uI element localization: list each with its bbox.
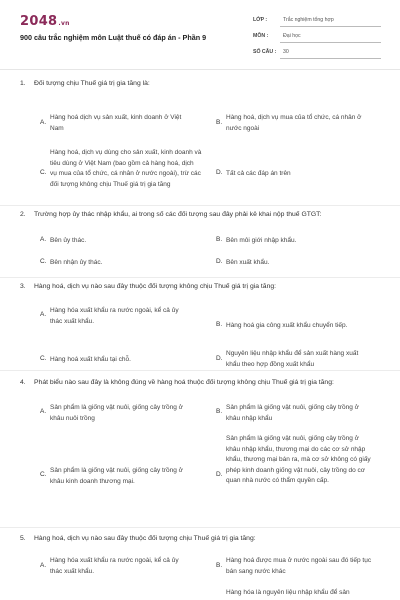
question-stem [20,282,380,292]
option-text: Bên nhận ủy thác. [50,259,103,266]
option-text: Hàng hoá dịch vụ sản xuất, kinh doanh ở Việt Nam [50,114,182,132]
question-text: Hàng hoá, dịch vụ nào sau đây thuộc đối tượng không chịu Thuế giá trị gia tăng: [34,283,277,290]
option-text: Hàng hoá, dịch vụ mua của tổ chức, cá nhân ở nước ngoài [226,114,362,132]
option-letter: A. [40,236,47,243]
question-1 [20,79,380,199]
option-letter: A. [40,408,47,415]
question-text: Đối tượng chịu Thuế giá trị gia tăng là: [34,80,150,87]
option-text: Hàng hóa là nguyên liệu nhập khẩu để sản [226,589,350,596]
option-letter: C. [40,355,47,362]
option-text: Nguyên liệu nhập khẩu để sản xuất hàng xuất khẩu theo hợp đồng xuất khẩu [226,350,359,368]
option-letter: C. [40,169,47,176]
option-letter: D. [216,355,223,362]
option-letter: D. [216,258,223,265]
option-text: Hàng hóa xuất khẩu ra nước ngoài, kể cả ủy thác xuất khẩu. [50,307,179,325]
option-letter: A. [40,119,47,126]
options-list [40,388,380,518]
meta-value: Đại học [280,33,381,43]
option-letter: B. [216,408,223,415]
meta-row-subject [253,31,381,45]
option-text: Sản phẩm là giống vật nuôi, giống cây trồng ở khâu nuôi trồng [50,404,183,422]
option-text: Tất cả các đáp án trên [226,170,291,177]
option-text: Bên ủy thác. [50,237,87,244]
option-letter: D. [216,169,223,176]
question-2 [20,210,380,280]
question-number: 1. [20,80,26,87]
option-text: Hàng hóa xuất khẩu ra nước ngoài, kể cả ủy thác xuất khẩu. [50,557,179,575]
option-text: Hàng hoá gia công xuất khẩu chuyển tiếp. [226,322,348,329]
option-letter: B. [216,562,223,569]
option-letter: B. [216,321,223,328]
question-5 [20,534,380,600]
meta-info-box [253,15,381,63]
question-text: Hàng hoá, dịch vụ nào sau đây thuộc đối tượng chịu Thuế giá trị gia tăng: [34,535,256,542]
question-stem [20,79,380,89]
logo-suffix: .vn [58,20,70,27]
option-letter: C. [40,471,47,478]
question-4 [20,378,380,518]
site-logo[interactable] [20,14,70,29]
options-list [40,220,380,280]
meta-label: LỚP : [253,17,268,23]
question-number: 4. [20,379,26,386]
question-number: 5. [20,535,26,542]
option-text: Sản phẩm là giống vật nuôi, giống cây trồng ở khâu nhập khẩu [226,404,359,422]
question-divider [0,277,400,278]
question-divider [0,527,400,528]
question-divider [0,205,400,206]
option-text: Hàng hoá xuất khẩu tại chỗ. [50,356,131,363]
meta-label: MÔN : [253,33,269,39]
option-text: Sản phẩm là giống vật nuôi, giống cây trồng ở khâu nhập khẩu, thương mại do các cơ sở nhập khẩu, thương mại bán ra, mà cơ sở không có giấy phép kinh doanh giống vật nuôi, cây trồng do cơ quan nhà nước có thẩm quyền cấp. [226,435,371,484]
option-text: Sản phẩm là giống vật nuôi, giống cây trồng ở khâu kinh doanh thương mại. [50,467,183,485]
document-title: 900 câu trắc nghiệm môn Luật thuế có đáp án - Phần 9 [20,33,207,42]
question-stem [20,534,380,544]
option-text: Hàng hoá, dịch vụ dùng cho sản xuất, kinh doanh và tiêu dùng ở Việt Nam (bao gồm cả hàng hoá, dịch vụ mua của tổ chức, cá nhân ở nước ngoài), trừ các đối tượng không chịu Thuế giá trị gia tăng [50,149,202,188]
option-letter: D. [216,471,223,478]
question-number: 2. [20,211,26,218]
question-3 [20,282,380,372]
options-list [40,89,380,199]
option-text: Hàng hoá được mua ở nước ngoài sau đó tiếp tục bán sang nước khác [226,557,372,575]
question-stem [20,378,350,388]
option-letter: A. [40,311,47,318]
meta-value: 30 [280,49,381,59]
option-letter: B. [216,236,223,243]
question-divider [0,370,400,371]
meta-row-class [253,15,381,29]
question-number: 3. [20,283,26,290]
option-text: Bên xuất khẩu. [226,259,270,266]
option-letter: C. [40,258,47,265]
meta-value: Trắc nghiệm tổng hợp [280,17,381,27]
meta-row-count [253,47,381,61]
document-header [0,0,400,70]
option-text: Bên môi giới nhập khẩu. [226,237,297,244]
question-text: Trường hợp ủy thác nhập khẩu, ai trong số các đối tượng sau đây phải kê khai nộp thuế GTGT: [34,211,322,218]
question-text: Phát biểu nào sau đây là không đúng về hàng hoá thuộc đối tượng không chịu Thuế giá trị gia tăng: [34,379,334,386]
option-letter: B. [216,119,223,126]
logo-main: 2048 [20,14,58,29]
meta-label: SỐ CÂU : [253,49,277,55]
option-letter: A. [40,562,47,569]
question-stem [20,210,380,220]
options-list [40,292,380,372]
options-list [40,544,380,600]
